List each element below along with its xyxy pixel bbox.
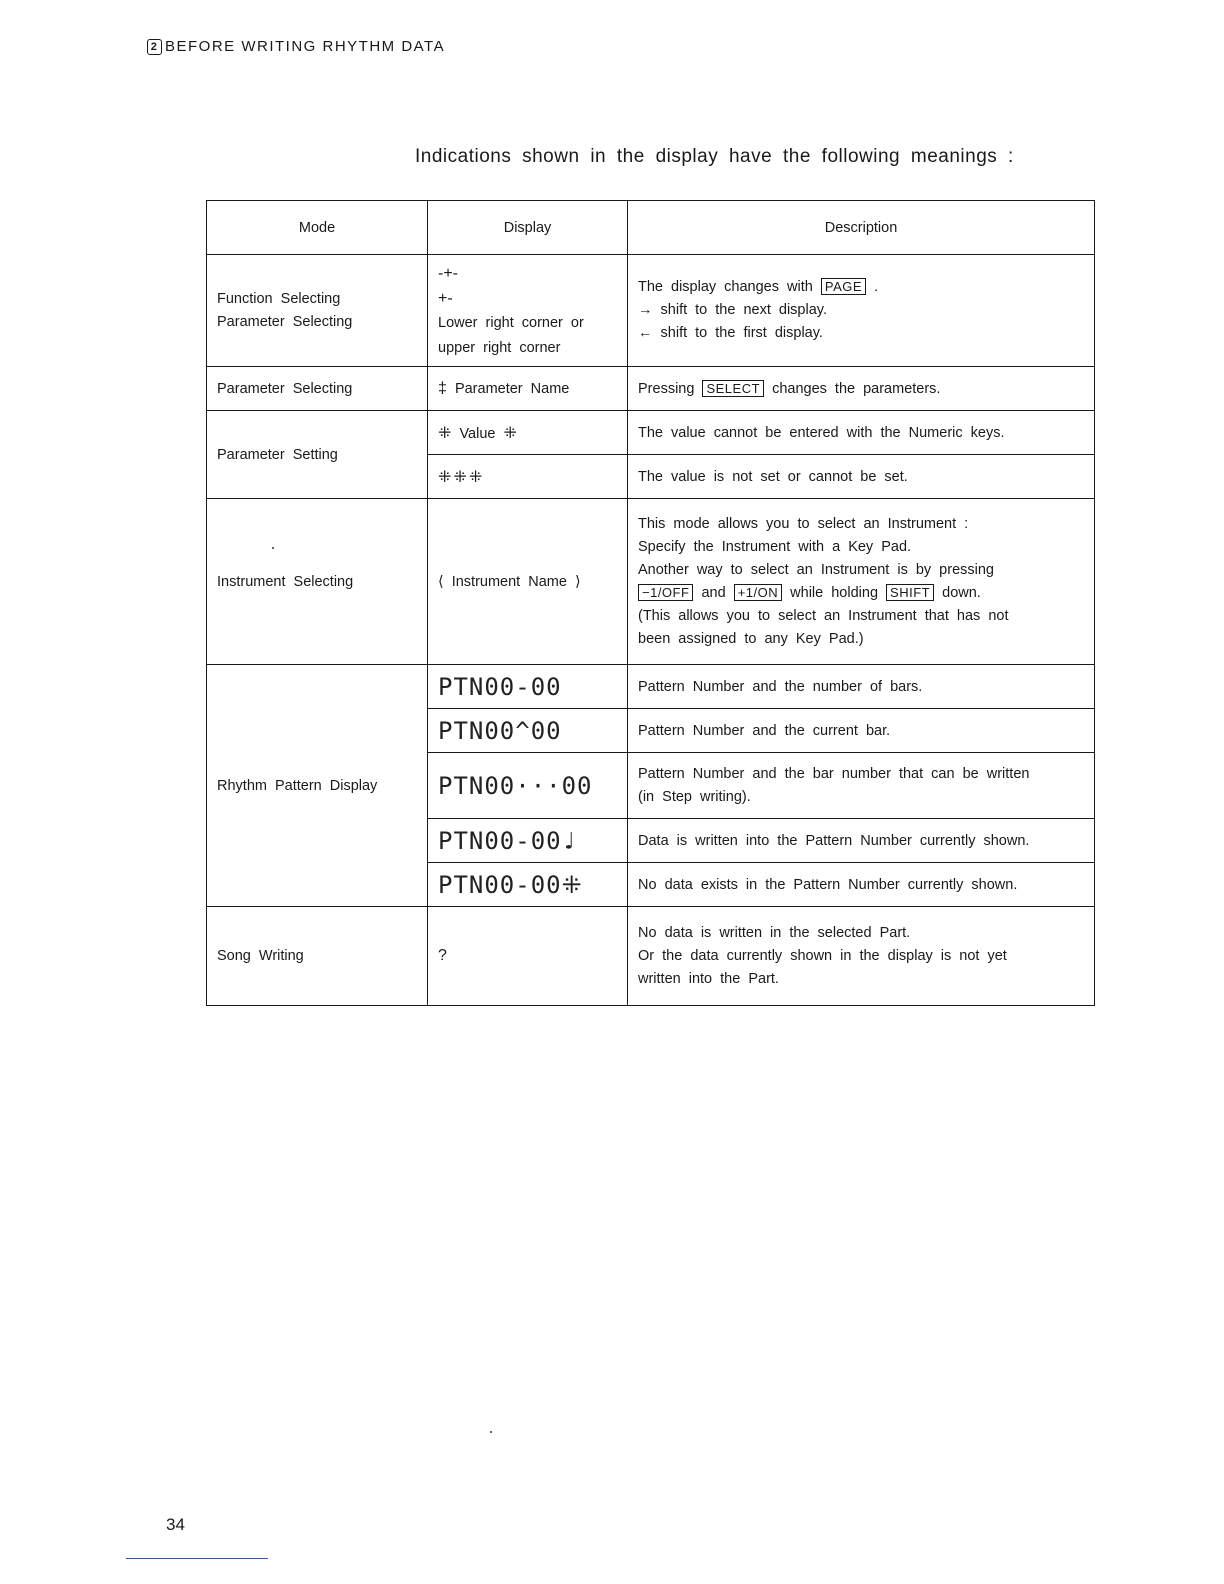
shift-key: SHIFT — [886, 584, 934, 601]
description-cell: No data is written in the selected Part. Or the data currently shown in the display is not yet written into the Part. — [628, 907, 1095, 1006]
mode-cell: Parameter Setting — [207, 411, 428, 499]
lcd-display-cell: PTN00^00 — [428, 709, 628, 753]
mode-cell: Rhythm Pattern Display — [207, 665, 428, 907]
display-cell — [428, 455, 628, 499]
asterisk-mark-icon: ⁜ — [503, 424, 517, 442]
header-mode: Mode — [207, 201, 428, 255]
section-title: BEFORE WRITING RHYTHM DATA — [165, 38, 446, 55]
mode-cell: Parameter Selecting — [207, 367, 428, 411]
description-cell: Pressing SELECT changes the parameters. — [628, 367, 1095, 411]
arrow-right-mark-icon: -+- — [438, 264, 458, 282]
lcd-display-cell: PTN00-00⁜ — [428, 863, 628, 907]
description-cell: This mode allows you to select an Instrument : Specify the Instrument with a Key Pad. Another way to select an Instrument is by pressing −1/OFF and +1/ON while holding SHIFT down. (This allows you to select an Instrument that has not been assigned to any Key Pad.) — [628, 499, 1095, 665]
mode-cell: Instrument Selecting — [207, 499, 428, 665]
table-row — [207, 907, 1095, 1006]
section-number: 2 — [147, 39, 162, 55]
bracket-right-icon: ⟩ — [574, 573, 581, 590]
table-row — [207, 411, 1095, 455]
description-cell: No data exists in the Pattern Number currently shown. — [628, 863, 1095, 907]
bracket-left-icon: ⟨ — [438, 573, 444, 590]
description-cell: The value is not set or cannot be set. — [628, 455, 1095, 499]
display-cell: -+- +- Lower right corner or upper right corner — [428, 255, 628, 367]
question-mark-icon: ? — [438, 947, 447, 964]
lcd-display-cell: PTN00-00 — [428, 665, 628, 709]
table-row — [207, 665, 1095, 709]
triple-asterisk-mark-icon: ⁜⁜⁜ — [438, 468, 485, 486]
speck-mark — [272, 547, 274, 549]
select-key: SELECT — [702, 380, 764, 397]
minus-one-off-key: −1/OFF — [638, 584, 693, 601]
table-header-row — [207, 201, 1095, 255]
table-row — [207, 255, 1095, 367]
intro-text: Indications shown in the display have the following meanings : — [415, 146, 1014, 167]
page-key: PAGE — [821, 278, 866, 295]
lcd-display-cell: PTN00-00♩ — [428, 819, 628, 863]
mode-cell: Song Writing — [207, 907, 428, 1006]
description-cell: Data is written into the Pattern Number currently shown. — [628, 819, 1095, 863]
double-arrow-mark-icon: ‡ — [438, 379, 447, 397]
section-header — [147, 38, 445, 55]
speck-mark — [490, 1431, 492, 1433]
arrow-left-mark-icon: +- — [438, 289, 453, 307]
header-display: Display — [428, 201, 628, 255]
display-cell — [428, 907, 628, 1006]
description-cell: Pattern Number and the bar number that can be written (in Step writing). — [628, 753, 1095, 819]
description-cell: Pattern Number and the number of bars. — [628, 665, 1095, 709]
lcd-display-cell: PTN00···00 — [428, 753, 628, 819]
display-indications-table — [206, 200, 1095, 1006]
display-cell: ‡ Parameter Name — [428, 367, 628, 411]
footer-rule — [126, 1558, 268, 1559]
asterisk-mark-icon: ⁜ — [438, 424, 452, 442]
display-cell: ⟨ Instrument Name ⟩ — [428, 499, 628, 665]
header-description: Description — [628, 201, 1095, 255]
mode-cell: Function Selecting Parameter Selecting — [207, 255, 428, 367]
description-cell: The value cannot be entered with the Numeric keys. — [628, 411, 1095, 455]
description-cell: Pattern Number and the current bar. — [628, 709, 1095, 753]
page-number: 34 — [166, 1515, 185, 1534]
table-row — [207, 499, 1095, 665]
description-cell: The display changes with PAGE . → shift to the next display. ← shift to the first display. — [628, 255, 1095, 367]
display-cell: ⁜ Value ⁜ — [428, 411, 628, 455]
plus-one-on-key: +1/ON — [734, 584, 782, 601]
table-row — [207, 367, 1095, 411]
